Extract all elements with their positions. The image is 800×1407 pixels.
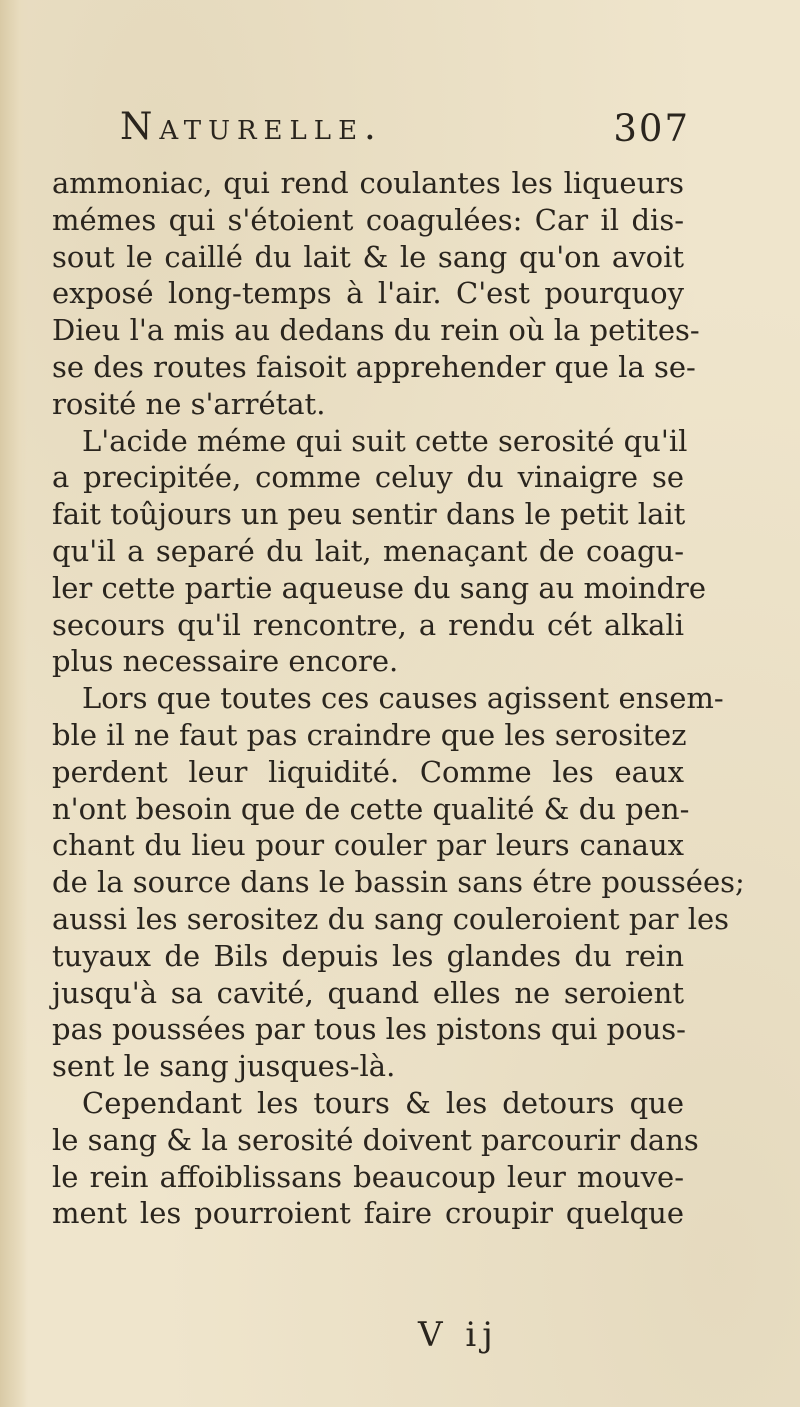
page-gutter: [0, 0, 28, 1407]
paragraph-start: Lors que toutes ces causes agissent ensem-: [82, 681, 724, 716]
text-line: Dieu l'a mis au dedans du rein où la petites-: [52, 313, 700, 348]
text-line: mémes qui s'étoient coagulées: Car il dis-: [52, 202, 684, 237]
text-line: ler cette partie aqueuse du sang au moindre: [52, 570, 707, 605]
text-line: ble il ne faut pas craindre que les serositez: [52, 717, 687, 752]
page-header: [120, 105, 690, 165]
text-line: jusqu'à sa cavité, quand elles ne seroient: [52, 975, 684, 1010]
text-line: le sang & la serosité doivent parcourir dans: [52, 1122, 699, 1157]
text-line: qu'il a separé du lait, menaçant de coagu-: [52, 533, 684, 568]
paragraph-start: Cependant les tours & les detours que: [82, 1085, 684, 1120]
text-line: exposé long-temps à l'air. C'est pourquoy: [52, 276, 684, 311]
text-line: ment les pourroient faire croupir quelque: [52, 1196, 684, 1231]
text-line: se des routes faisoit apprehender que la se-: [52, 349, 696, 384]
text-line: le rein affoiblissans beaucoup leur mouve-: [52, 1159, 684, 1194]
text-line: secours qu'il rencontre, a rendu cét alkali: [52, 607, 684, 642]
text-line: sout le caillé du lait & le sang qu'on avoit: [52, 239, 684, 274]
text-line: a precipitée, comme celuy du vinaigre se: [52, 460, 684, 495]
text-line: perdent leur liquidité. Comme les eaux: [52, 754, 684, 789]
running-title: Naturelle.: [120, 105, 383, 148]
signature-mark: V ij: [418, 1315, 499, 1355]
text-line: plus necessaire encore.: [52, 644, 399, 679]
paragraph-start: L'acide méme qui suit cette serosité qu'il: [82, 423, 688, 458]
text-line: ammoniac, qui rend coulantes les liqueurs: [52, 166, 684, 200]
page-number: 307: [613, 107, 690, 150]
body-text: [52, 165, 745, 1232]
text-line: de la source dans le bassin sans étre poussées;: [52, 865, 745, 900]
text-line: pas poussées par tous les pistons qui pous-: [52, 1012, 686, 1047]
text-line: n'ont besoin que de cette qualité & du pen-: [52, 791, 690, 826]
text-line: aussi les serositez du sang couleroient par les: [52, 901, 730, 936]
text-line: rosité ne s'arrétat.: [52, 386, 326, 421]
text-line: sent le sang jusques-là.: [52, 1049, 396, 1084]
text-line: fait toûjours un peu sentir dans le petit lait: [52, 497, 686, 532]
text-line: tuyaux de Bils depuis les glandes du rein: [52, 938, 684, 973]
text-line: chant du lieu pour couler par leurs canaux: [52, 828, 684, 863]
